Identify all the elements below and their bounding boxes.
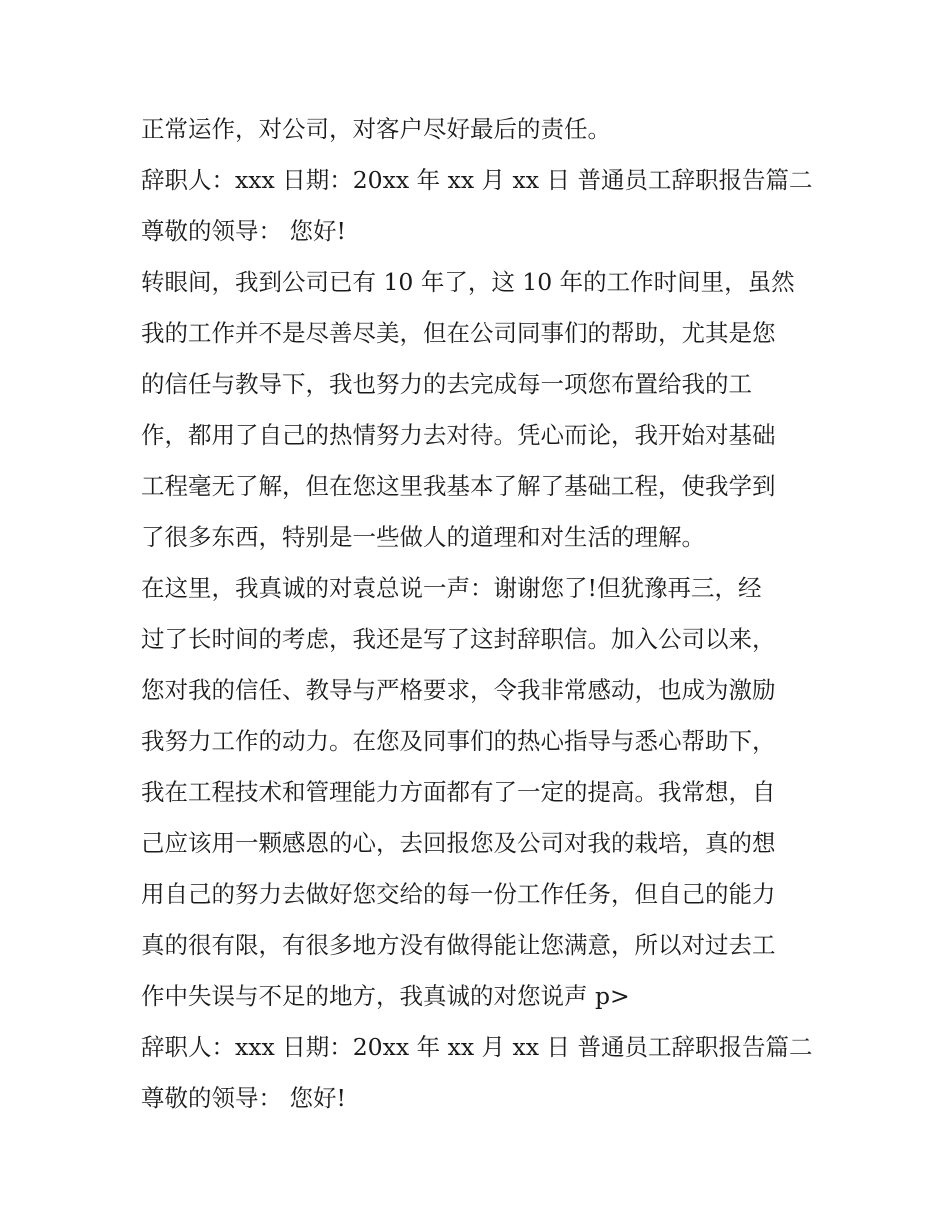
text-line: 我的工作并不是尽善尽美，但在公司同事们的帮助，尤其是您	[141, 319, 776, 347]
text-line: 辞职人：xxx 日期：20xx 年 xx 月 xx 日 普通员工辞职报告篇二	[141, 1033, 813, 1061]
text-line: 过了长时间的考虑，我还是写了这封辞职信。加入公司以来，	[141, 625, 776, 653]
text-line: 用自己的努力去做好您交给的每一份工作任务，但自己的能力	[141, 880, 776, 908]
text-line: 尊敬的领导： 您好!	[141, 1084, 346, 1112]
text-line: 己应该用一颗感恩的心，去回报您及公司对我的栽培，真的想	[141, 829, 776, 857]
text-line: 了很多东西，特别是一些做人的道理和对生活的理解。	[141, 523, 705, 551]
text-line: 的信任与教导下，我也努力的去完成每一项您布置给我的工	[141, 370, 752, 398]
text-line: 您对我的信任、教导与严格要求，令我非常感动，也成为激励	[141, 676, 776, 704]
text-line: 尊敬的领导： 您好!	[141, 217, 346, 245]
text-line: 我在工程技术和管理能力方面都有了一定的提高。我常想，自	[141, 778, 776, 806]
text-line: 正常运作，对公司，对客户尽好最后的责任。	[141, 115, 611, 143]
text-line: 转眼间，我到公司已有 10 年了，这 10 年的工作时间里，虽然	[141, 268, 795, 296]
text-line: 在这里，我真诚的对袁总说一声：谢谢您了!但犹豫再三，经	[141, 574, 762, 602]
text-line: 我努力工作的动力。在您及同事们的热心指导与悉心帮助下，	[141, 727, 776, 755]
text-line: 作中失误与不足的地方，我真诚的对您说声 p>	[141, 982, 630, 1010]
document-body	[141, 104, 821, 1124]
text-line: 辞职人：xxx 日期：20xx 年 xx 月 xx 日 普通员工辞职报告篇二	[141, 166, 813, 194]
text-line: 工程毫无了解，但在您这里我基本了解了基础工程，使我学到	[141, 472, 776, 500]
text-line: 作，都用了自己的热情努力去对待。凭心而论，我开始对基础	[141, 421, 776, 449]
text-line: 真的很有限，有很多地方没有做得能让您满意，所以对过去工	[141, 931, 776, 959]
